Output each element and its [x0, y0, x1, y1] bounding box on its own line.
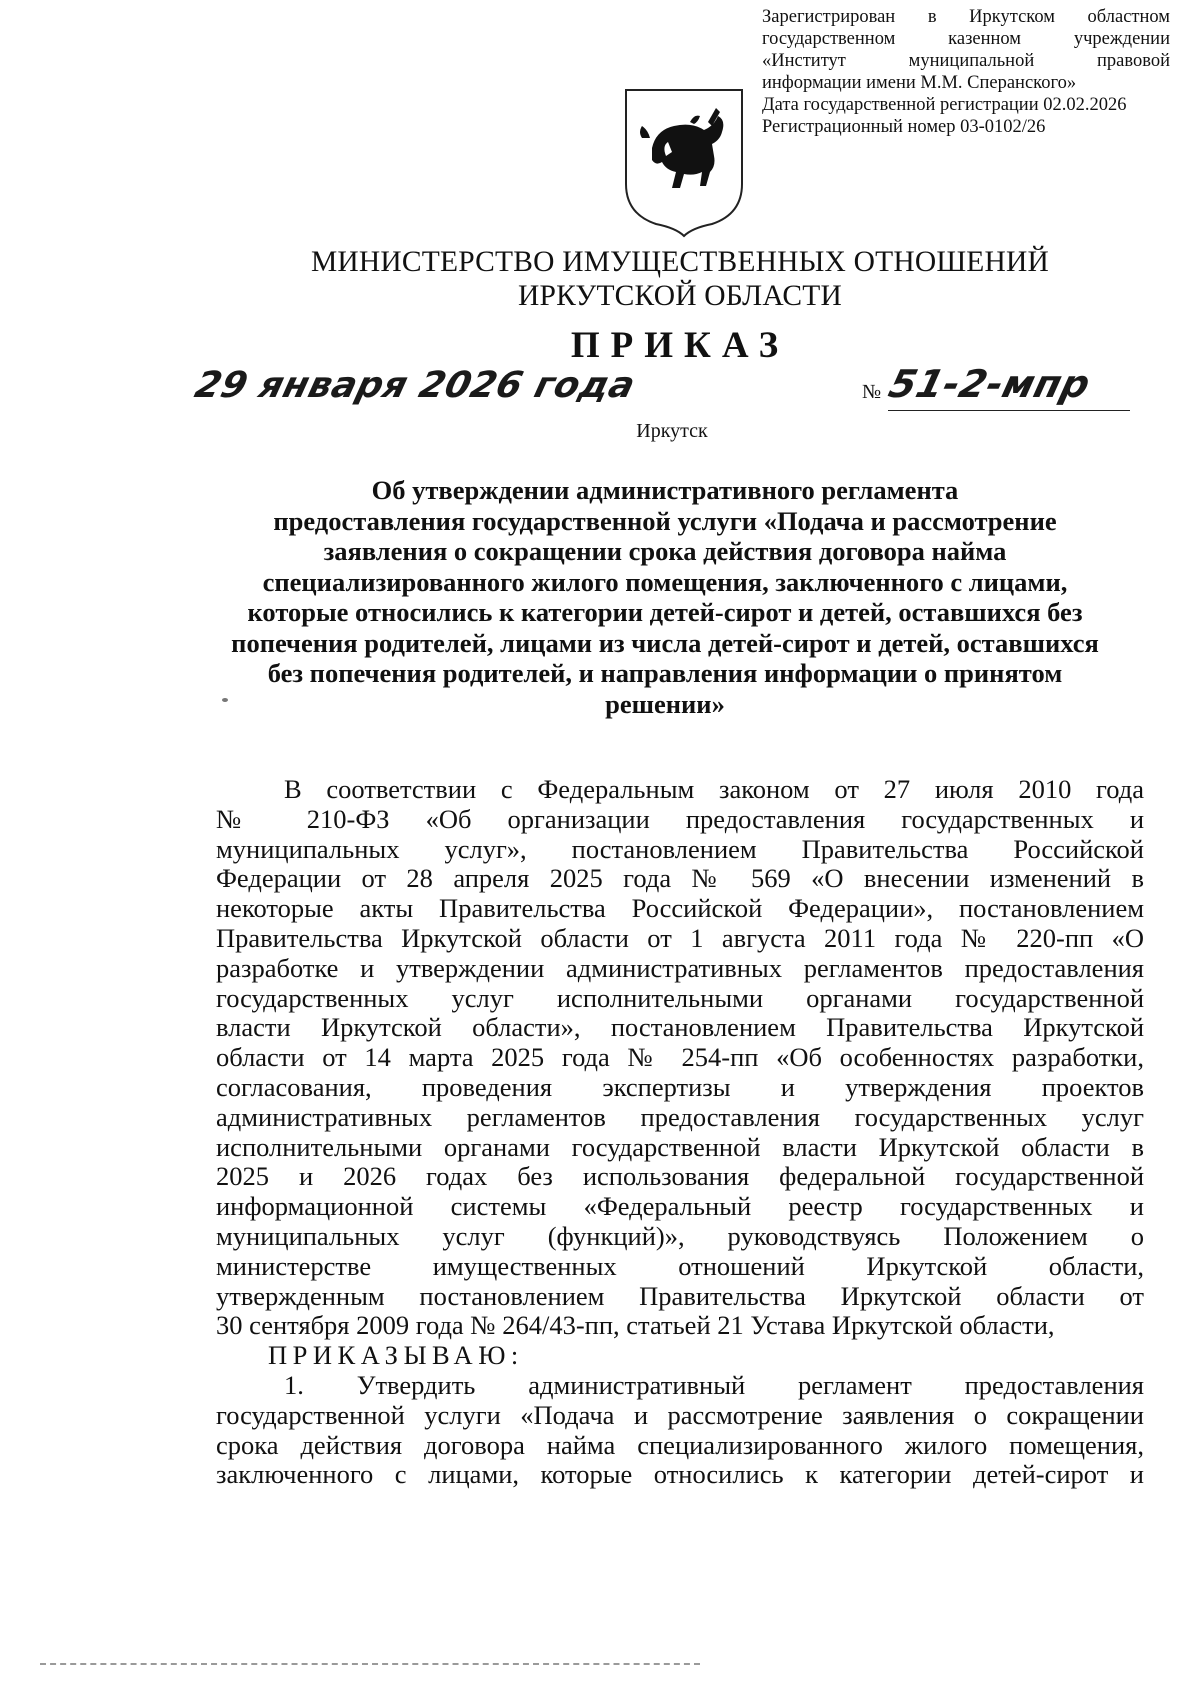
handwritten-date: 29 января 2026 года: [190, 365, 640, 406]
handwritten-number: 51-2-мпр: [884, 362, 1095, 406]
title-line: заявления о сокращении срока действия договора найма: [323, 536, 1007, 566]
body-line: № 210-ФЗ «Об организации предоставления государственных и: [216, 803, 1144, 834]
title-line: предоставления государственной услуги «Подача и рассмотрение: [273, 505, 1057, 536]
title-line: решении»: [605, 688, 725, 719]
ministry-name-line2: ИРКУТСКОЙ ОБЛАСТИ: [517, 280, 843, 312]
body-line: Федерации от 28 апреля 2025 года № 569 «О внесении изменений в: [216, 863, 1144, 894]
document-title: [170, 475, 1160, 719]
body-line: утвержденным постановлением Правительства Иркутской области от: [216, 1280, 1144, 1311]
body-line: области от 14 марта 2025 года № 254-пп «Об особенностях разработки,: [216, 1042, 1144, 1073]
body-line: В соответствии с Федеральным законом от 27 июля 2010 года: [284, 774, 1144, 804]
number-underline: [888, 410, 1130, 411]
body-line: 2025 и 2026 годах без использования федеральной государственной: [216, 1161, 1144, 1192]
body-line: министерстве имущественных отношений Иркутской области,: [216, 1250, 1144, 1281]
city-name: Иркутск: [636, 420, 708, 442]
title-line: без попечения родителей, и направления информации о принятом: [267, 658, 1063, 688]
coat-of-arms-icon: [622, 86, 746, 238]
body-line: 1. Утвердить административный регламент предоставления: [284, 1369, 1144, 1400]
registration-line: «Институт муниципальной правовой: [762, 51, 1170, 71]
body-line: муниципальных услуг», постановлением Правительства Российской: [216, 833, 1144, 864]
body-line: административных регламентов предоставления государственных услуг: [216, 1101, 1144, 1132]
body-line: исполнительными органами государственной власти Иркутской области в: [216, 1131, 1144, 1162]
title-line: которые относились к категории детей-сирот и детей, оставшихся без: [247, 597, 1083, 627]
body-line: муниципальных услуг (функций)», руководствуясь Положением о: [216, 1220, 1144, 1251]
registration-line: Зарегистрирован в Иркутском областном: [762, 7, 1170, 27]
body-line: заключенного с лицами, которые относились к категории детей-сирот и: [216, 1459, 1144, 1490]
ministry-name-line1: МИНИСТЕРСТВО ИМУЩЕСТВЕННЫХ ОТНОШЕНИЙ: [310, 246, 1050, 278]
scan-edge-line: [40, 1663, 700, 1667]
scan-speck: [222, 698, 228, 702]
number-sign: №: [862, 381, 882, 403]
body-line: согласования, проведения экспертизы и утверждения проектов: [216, 1071, 1144, 1102]
title-line: попечения родителей, лицами из числа детей-сирот и детей, оставшихся: [231, 627, 1099, 658]
registration-line: государственном казенном учреждении: [762, 29, 1170, 49]
title-line: Об утверждении административного регламента: [371, 475, 959, 505]
body-line: срока действия договора найма специализированного жилого помещения,: [216, 1429, 1144, 1460]
body-line: некоторые акты Правительства Российской Федерации», постановлением: [216, 893, 1144, 924]
body-line: информационной системы «Федеральный реестр государственных и: [216, 1191, 1144, 1222]
body-line: власти Иркутской области», постановлением Правительства Иркутской: [216, 1012, 1144, 1043]
body-line: государственных услуг исполнительными органами государственной: [216, 982, 1144, 1013]
body-line: государственной услуги «Подача и рассмотрение заявления о сокращении: [216, 1399, 1144, 1430]
body-line: разработке и утверждении административных регламентов предоставления: [216, 952, 1144, 983]
body-line: Правительства Иркутской области от 1 августа 2011 года № 220-пп «О: [216, 922, 1144, 953]
body-line: 30 сентября 2009 года № 264/43-пп, статьей 21 Устава Иркутской области,: [216, 1310, 1055, 1341]
document-type: ПРИКАЗ: [570, 325, 790, 366]
registration-stamp: [762, 6, 1170, 138]
registration-line: Регистрационный номер 03-0102/26: [762, 117, 1046, 137]
registration-line: информации имени М.М. Сперанского»: [762, 73, 1077, 93]
body-line: ПРИКАЗЫВАЮ:: [268, 1340, 524, 1371]
registration-line: Дата государственной регистрации 02.02.2026: [762, 95, 1127, 115]
title-line: специализированного жилого помещения, заключенного с лицами,: [262, 566, 1068, 597]
document-body: [216, 775, 1144, 1490]
